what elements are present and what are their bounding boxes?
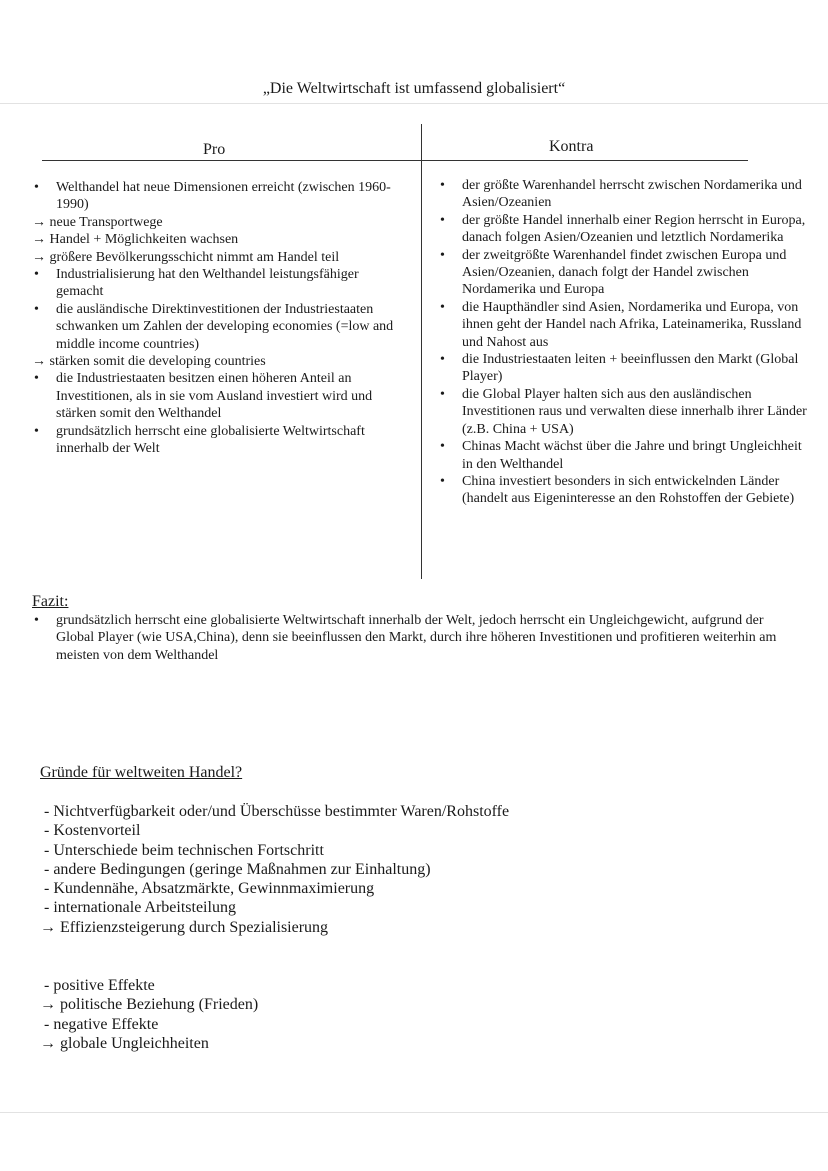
pro-bullet-item: • die ausländische Direktinvestitionen der Industriestaaten schwanken um Zahlen der developing economies (=low and middle income countries) bbox=[32, 301, 404, 353]
gruende-item: - Unterschiede beim technischen Fortschritt bbox=[40, 841, 324, 859]
kontra-bullet-item: • die Global Player halten sich aus den ausländischen Investitionen raus und verwalten diese innerhalb ihrer Länder (z.B. China + USA) bbox=[438, 386, 810, 438]
effect-item: → politische Beziehung (Frieden) bbox=[40, 996, 259, 1014]
pro-list bbox=[32, 179, 404, 458]
pro-arrow-item: → neue Transportwege bbox=[32, 214, 163, 230]
kontra-heading: Kontra bbox=[549, 138, 594, 155]
effect-item: → globale Ungleichheiten bbox=[40, 1034, 209, 1052]
kontra-bullet-item: • die Haupthändler sind Asien, Nordamerika und Europa, von ihnen geht der Handel nach Afrika, Lateinamerika, Russland und Nahost aus bbox=[438, 299, 810, 351]
table-vertical-divider bbox=[421, 124, 422, 579]
fazit-item: • grundsätzlich herrscht eine globalisierte Weltwirtschaft innerhalb der Welt, jedoch herrscht ein Ungleichgewicht, aufgrund der Global Player (wie USA,China), denn sie beeinflussen den Markt, durch ihre höheren Investitionen und profitieren weiterhin am meisten von dem Welthandel bbox=[32, 612, 792, 664]
pro-arrow-item: → stärken somit die developing countries bbox=[32, 354, 266, 370]
gruende-item: - Nichtverfügbarkeit oder/und Überschüsse bestimmter Waren/Rohstoffe bbox=[40, 803, 510, 820]
page-bottom-divider bbox=[0, 1112, 828, 1113]
gruende-item: → Effizienzsteigerung durch Spezialisierung bbox=[40, 918, 329, 936]
gruende-list bbox=[40, 802, 509, 937]
kontra-bullet-item: • die Industriestaaten leiten + beeinflussen den Markt (Global Player) bbox=[438, 351, 810, 386]
pro-bullet-item: • grundsätzlich herrscht eine globalisierte Weltwirtschaft innerhalb der Welt bbox=[32, 423, 404, 458]
fazit-list bbox=[32, 612, 792, 664]
kontra-bullet-item: • der größte Handel innerhalb einer Region herrscht in Europa, danach folgen Asien/Ozeanien und letztlich Nordamerika bbox=[438, 212, 810, 247]
page-title: „Die Weltwirtschaft ist umfassend globalisiert“ bbox=[262, 80, 566, 97]
kontra-bullet-item: • der zweitgrößte Warenhandel findet zwischen Europa und Asien/Ozeanien, danach folgt der Handel zwischen Nordamerika und Europa bbox=[438, 247, 810, 299]
gruende-item: - andere Bedingungen (geringe Maßnahmen zur Einhaltung) bbox=[40, 860, 431, 878]
gruende-heading: Gründe für weltweiten Handel? bbox=[40, 764, 243, 781]
gruende-item: - internationale Arbeitsteilung bbox=[40, 899, 236, 917]
kontra-bullet-item: • Chinas Macht wächst über die Jahre und bringt Ungleichheit in den Welthandel bbox=[438, 438, 810, 473]
page-top-divider bbox=[0, 103, 828, 104]
pro-arrow-item: → Handel + Möglichkeiten wachsen bbox=[32, 232, 239, 248]
table-header-divider bbox=[42, 160, 748, 161]
kontra-bullet-item: • der größte Warenhandel herrscht zwischen Nordamerika und Asien/Ozeanien bbox=[438, 177, 810, 212]
effect-item: - negative Effekte bbox=[40, 1015, 159, 1033]
kontra-bullet-item: • China investiert besonders in sich entwickelnden Länder (handelt aus Eigeninteresse an den Rohstoffen der Gebiete) bbox=[438, 473, 810, 508]
effects-list bbox=[40, 976, 258, 1053]
pro-heading: Pro bbox=[203, 141, 226, 158]
effect-item: - positive Effekte bbox=[40, 977, 155, 994]
gruende-item: - Kundennähe, Absatzmärkte, Gewinnmaximierung bbox=[40, 880, 375, 898]
pro-bullet-item: • Welthandel hat neue Dimensionen erreicht (zwischen 1960-1990) bbox=[32, 179, 404, 214]
pro-bullet-item: • die Industriestaaten besitzen einen höheren Anteil an Investitionen, als in sie vom Ausland investiert wird und stärken somit den Welthandel bbox=[32, 370, 404, 422]
fazit-heading: Fazit: bbox=[32, 593, 69, 610]
gruende-item: - Kostenvorteil bbox=[40, 822, 141, 840]
pro-arrow-item: → größere Bevölkerungsschicht nimmt am Handel teil bbox=[32, 249, 340, 265]
kontra-list bbox=[438, 177, 810, 508]
pro-bullet-item: • Industrialisierung hat den Welthandel leistungsfähiger gemacht bbox=[32, 266, 404, 301]
